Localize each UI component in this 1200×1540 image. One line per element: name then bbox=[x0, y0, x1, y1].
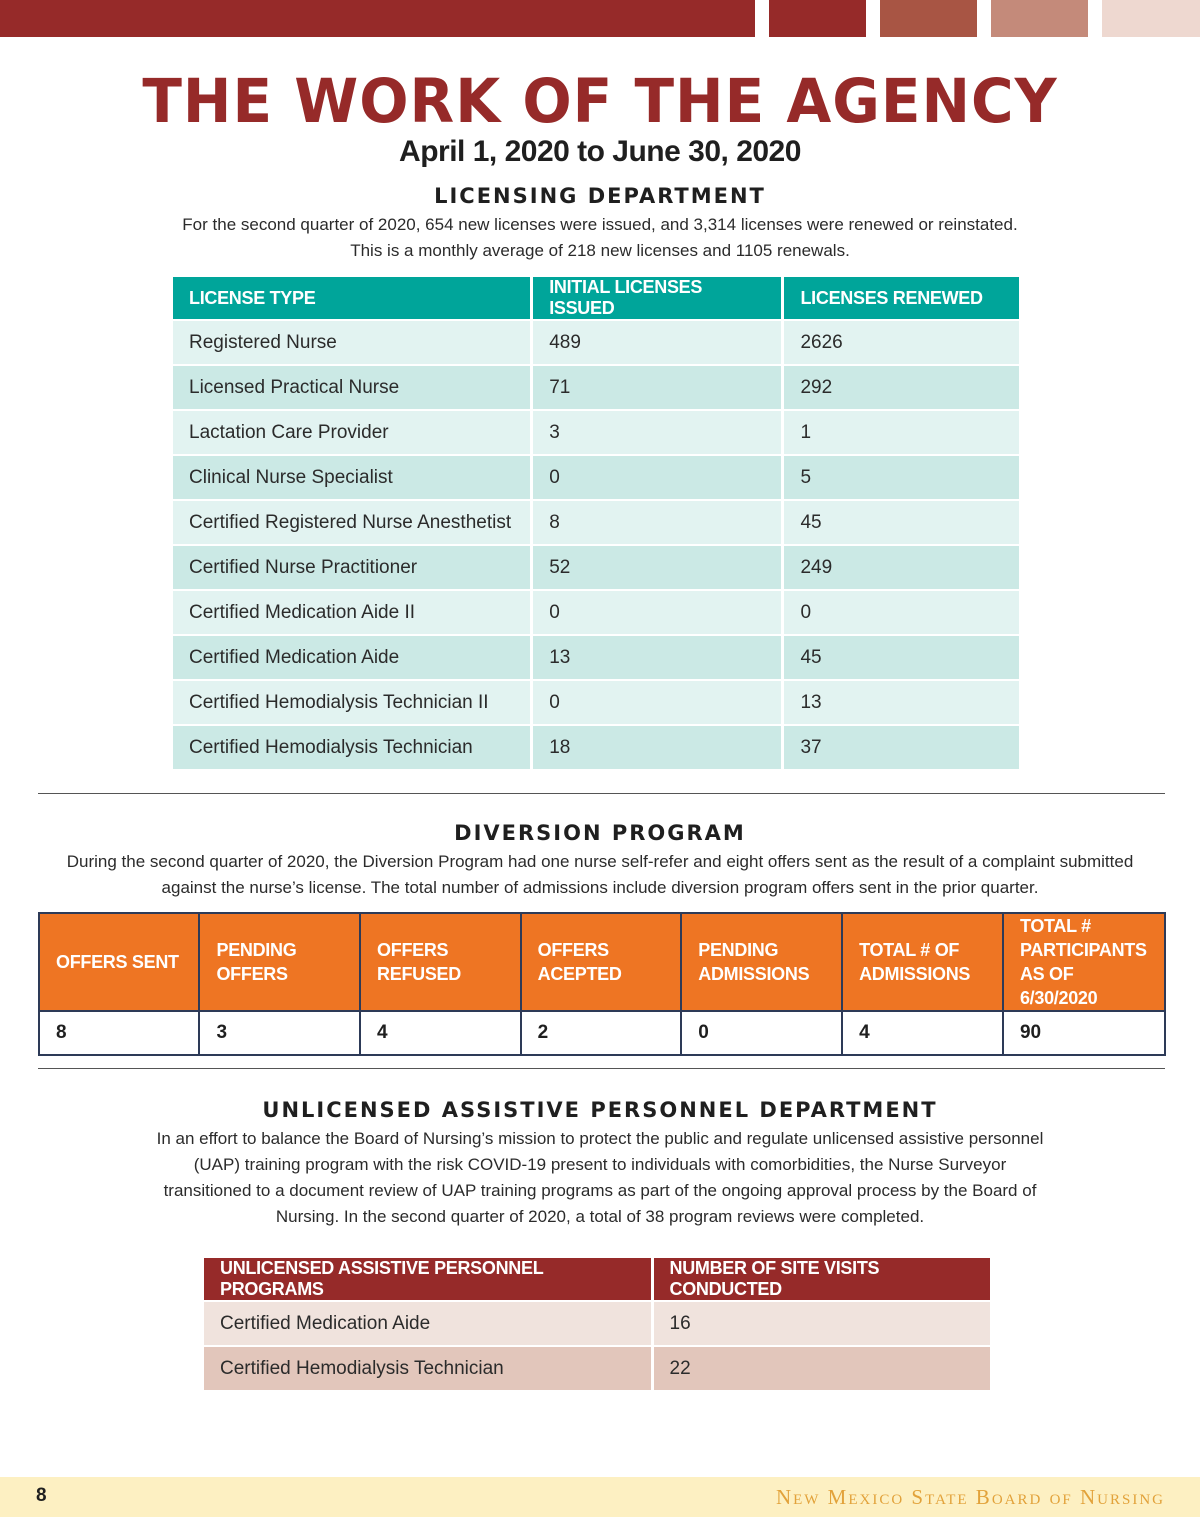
license-type-cell: Registered Nurse bbox=[173, 321, 530, 364]
visits-cell: 22 bbox=[654, 1347, 991, 1390]
column-header-pending-offers bbox=[199, 913, 360, 1011]
column-header-pending-admissions bbox=[681, 913, 842, 1011]
header-text: ADMISSIONS bbox=[859, 964, 971, 984]
pending-offers-value: 3 bbox=[199, 1011, 360, 1055]
renewed-cell: 292 bbox=[784, 366, 1019, 409]
footer-organization: New Mexico State Board of Nursing bbox=[775, 1485, 1165, 1509]
diversion-heading: DIVERSION PROGRAM bbox=[454, 821, 746, 845]
table-header-row bbox=[173, 277, 1019, 319]
renewed-cell: 249 bbox=[784, 546, 1019, 589]
visits-cell: 16 bbox=[654, 1302, 991, 1345]
initial-cell: 52 bbox=[533, 546, 781, 589]
total-participants-value: 90 bbox=[1003, 1011, 1165, 1055]
page-footer bbox=[0, 1477, 1200, 1517]
uap-table bbox=[201, 1256, 993, 1392]
renewed-cell: 13 bbox=[784, 681, 1019, 724]
page-number: 8 bbox=[36, 1485, 47, 1506]
table-row bbox=[173, 591, 1019, 634]
table-row bbox=[173, 456, 1019, 499]
table-row bbox=[173, 681, 1019, 724]
header-text: AS OF 6/30/2020 bbox=[1019, 964, 1098, 1008]
column-header-site-visits: NUMBER OF SITE VISITS CONDUCTED bbox=[654, 1258, 991, 1300]
offers-accepted-value: 2 bbox=[521, 1011, 682, 1055]
uap-paragraph-line: Nursing. In the second quarter of 2020, a total of 38 program reviews were completed. bbox=[275, 1207, 925, 1226]
top-color-bar-2 bbox=[769, 0, 866, 37]
section-divider bbox=[38, 793, 1165, 794]
pending-admissions-value: 0 bbox=[681, 1011, 842, 1055]
licensing-heading: LICENSING DEPARTMENT bbox=[434, 184, 766, 208]
renewed-cell: 0 bbox=[784, 591, 1019, 634]
table-row bbox=[173, 366, 1019, 409]
page-title: THE WORK OF THE AGENCY bbox=[142, 65, 1058, 137]
section-divider bbox=[38, 1068, 1165, 1069]
license-type-cell: Certified Hemodialysis Technician bbox=[173, 726, 530, 769]
column-header-total-admissions bbox=[842, 913, 1003, 1011]
initial-cell: 8 bbox=[533, 501, 781, 544]
column-header-offers-accepted bbox=[521, 913, 682, 1011]
initial-cell: 71 bbox=[533, 366, 781, 409]
table-row bbox=[39, 1011, 1165, 1055]
header-text: TOTAL # OF bbox=[859, 940, 960, 960]
column-header-uap-programs: UNLICENSED ASSISTIVE PERSONNEL PROGRAMS bbox=[204, 1258, 651, 1300]
header-text: PARTICIPANTS bbox=[1019, 940, 1147, 960]
header-text: OFFERS bbox=[537, 940, 609, 960]
top-color-bar-4 bbox=[991, 0, 1088, 37]
initial-cell: 18 bbox=[533, 726, 781, 769]
licensing-table bbox=[170, 275, 1022, 771]
header-text: PENDING OFFERS bbox=[216, 940, 297, 984]
uap-paragraph-line: transitioned to a document review of UAP training programs as part of the ongoing approval process by the Board of bbox=[163, 1181, 1037, 1200]
license-type-cell: Licensed Practical Nurse bbox=[173, 366, 530, 409]
license-type-cell: Lactation Care Provider bbox=[173, 411, 530, 454]
initial-cell: 13 bbox=[533, 636, 781, 679]
table-header-row bbox=[204, 1258, 990, 1300]
renewed-cell: 37 bbox=[784, 726, 1019, 769]
initial-cell: 0 bbox=[533, 591, 781, 634]
licensing-paragraph-line: This is a monthly average of 218 new licenses and 1105 renewals. bbox=[350, 241, 850, 260]
license-type-cell: Certified Nurse Practitioner bbox=[173, 546, 530, 589]
header-text: ADMISSIONS bbox=[698, 964, 810, 984]
table-row bbox=[173, 321, 1019, 364]
license-type-cell: Certified Hemodialysis Technician II bbox=[173, 681, 530, 724]
table-row bbox=[173, 501, 1019, 544]
diversion-paragraph-line: During the second quarter of 2020, the Diversion Program had one nurse self-refer and eight offers sent as the result of a complaint submitted bbox=[66, 852, 1134, 871]
column-header-offers-refused bbox=[360, 913, 521, 1011]
license-type-cell: Clinical Nurse Specialist bbox=[173, 456, 530, 499]
table-row bbox=[173, 726, 1019, 769]
top-color-bar-1 bbox=[0, 0, 755, 37]
header-text: OFFERS SENT bbox=[56, 952, 179, 972]
table-row bbox=[173, 411, 1019, 454]
table-row bbox=[204, 1347, 990, 1390]
top-color-bar-3 bbox=[880, 0, 977, 37]
license-type-cell: Certified Registered Nurse Anesthetist bbox=[173, 501, 530, 544]
initial-cell: 0 bbox=[533, 456, 781, 499]
license-type-cell: Certified Medication Aide II bbox=[173, 591, 530, 634]
renewed-cell: 2626 bbox=[784, 321, 1019, 364]
date-range: April 1, 2020 to June 30, 2020 bbox=[399, 135, 801, 168]
renewed-cell: 5 bbox=[784, 456, 1019, 499]
initial-cell: 489 bbox=[533, 321, 781, 364]
uap-paragraph-line: In an effort to balance the Board of Nursing’s mission to protect the public and regulate unlicensed assistive personnel bbox=[156, 1129, 1044, 1148]
total-admissions-value: 4 bbox=[842, 1011, 1003, 1055]
uap-paragraph bbox=[0, 1126, 1200, 1230]
licensing-paragraph bbox=[0, 212, 1200, 264]
column-header-license-type: LICENSE TYPE bbox=[173, 277, 530, 319]
offers-sent-value: 8 bbox=[39, 1011, 199, 1055]
header-text: PENDING bbox=[698, 940, 779, 960]
uap-heading: UNLICENSED ASSISTIVE PERSONNEL DEPARTMENT bbox=[262, 1098, 938, 1122]
license-type-cell: Certified Medication Aide bbox=[173, 636, 530, 679]
initial-cell: 0 bbox=[533, 681, 781, 724]
header-text: TOTAL # bbox=[1019, 916, 1091, 936]
column-header-initial-licenses: INITIAL LICENSES ISSUED bbox=[533, 277, 781, 319]
top-color-bar-5 bbox=[1102, 0, 1200, 37]
column-header-total-participants bbox=[1003, 913, 1165, 1011]
table-row bbox=[173, 546, 1019, 589]
diversion-table bbox=[38, 912, 1166, 1056]
diversion-paragraph bbox=[0, 849, 1200, 901]
initial-cell: 3 bbox=[533, 411, 781, 454]
program-cell: Certified Hemodialysis Technician bbox=[204, 1347, 651, 1390]
header-text: ACEPTED bbox=[537, 964, 622, 984]
table-row bbox=[173, 636, 1019, 679]
renewed-cell: 45 bbox=[784, 501, 1019, 544]
table-header-row bbox=[39, 913, 1165, 1011]
column-header-licenses-renewed: LICENSES RENEWED bbox=[784, 277, 1019, 319]
program-cell: Certified Medication Aide bbox=[204, 1302, 651, 1345]
offers-refused-value: 4 bbox=[360, 1011, 521, 1055]
renewed-cell: 1 bbox=[784, 411, 1019, 454]
licensing-paragraph-line: For the second quarter of 2020, 654 new licenses were issued, and 3,314 licenses were renewed or reinstated. bbox=[182, 215, 1018, 234]
column-header-offers-sent bbox=[39, 913, 199, 1011]
renewed-cell: 45 bbox=[784, 636, 1019, 679]
header-text: OFFERS REFUSED bbox=[377, 940, 461, 984]
diversion-paragraph-line: against the nurse’s license. The total number of admissions include diversion program offers sent in the prior quarter. bbox=[161, 878, 1039, 897]
uap-paragraph-line: (UAP) training program with the risk COVID-19 present to individuals with comorbidities, the Nurse Surveyor bbox=[193, 1155, 1007, 1174]
table-row bbox=[204, 1302, 990, 1345]
